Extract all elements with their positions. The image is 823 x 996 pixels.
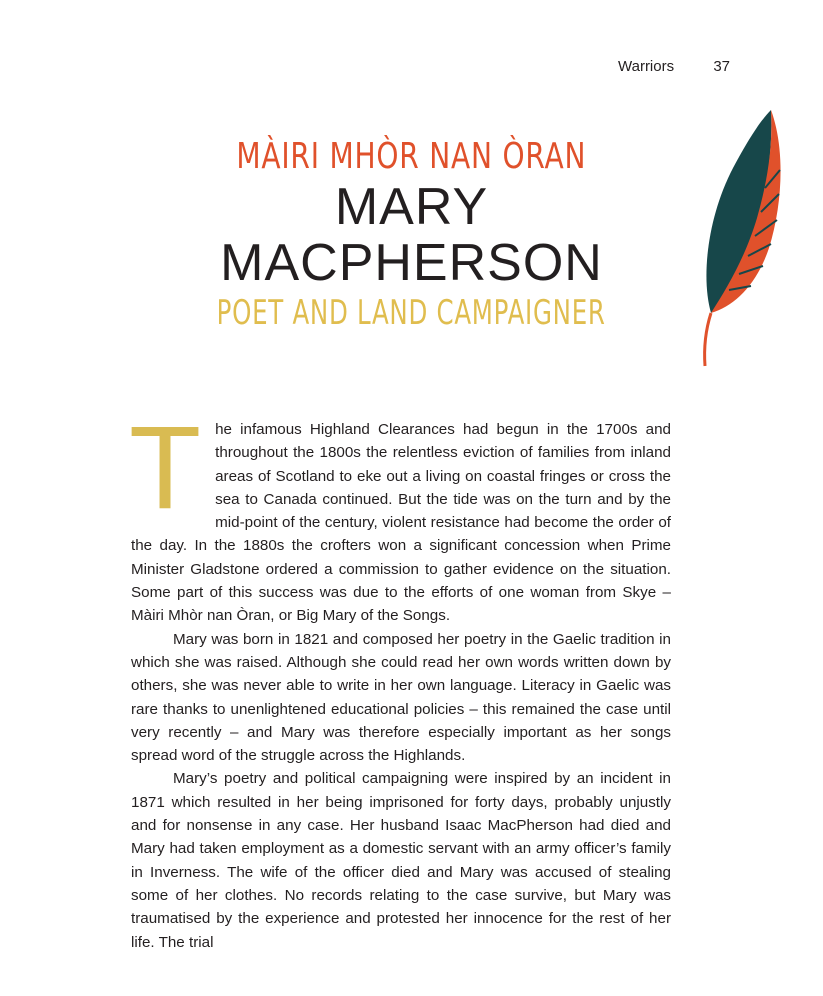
page-number: 37 (713, 58, 730, 75)
title-block (0, 136, 823, 333)
name-line-1: MARY (334, 178, 489, 236)
paragraph-text: he infamous Highland Clearances had begun in the 1700s and throughout the 1800s the relentless eviction of families from inland areas of Scotland to eke out a living on coastal fringes or cross the sea to Canada continued. But the tide was on the turn and by the mid-point of the century, violent resistance had become the order of the day. In the 1880s the crofters won a significant concession when Prime Minister Gladstone ordered a commission to gather evidence on the situation. Some part of this success was due to the efforts of one woman from Skye – Màiri Mhòr nan Òran, or Big Mary of the Songs. (131, 421, 671, 625)
paragraph: Mary was born in 1821 and composed her poetry in the Gaelic tradition in which she was raised. Although she could read her own words written down by others, she was never able to write in her own language. Literacy in Gaelic was rare thanks to unenlightened educational policies – this remained the case until very recently – and Mary was therefore especially important as her songs spread word of the struggle across the Highlands. (131, 630, 671, 765)
subtitle: POET AND LAND CAMPAIGNER (217, 293, 606, 333)
gaelic-name: MÀIRI MHÒR NAN ÒRAN (236, 136, 587, 177)
drop-cap: T (129, 402, 202, 534)
body-text (129, 402, 671, 954)
paragraph (129, 402, 671, 628)
section-title: Warriors (618, 58, 675, 75)
paragraph: Mary’s poetry and political campaigning were inspired by an incident in 1871 which resulted in her being imprisoned for forty days, probably unjustly and for nonsense in any case. Her husband Isaac MacPherson had died and Mary had taken employment as a domestic servant with an army officer’s family in Inverness. The wife of the officer died and Mary was accused of stealing some of her clothes. No records relating to the case survive, but Mary was traumatised by the experience and protested her innocence for the rest of her life. The trial (131, 770, 671, 951)
name-line-2: MACPHERSON (220, 234, 603, 292)
running-head (560, 58, 730, 75)
